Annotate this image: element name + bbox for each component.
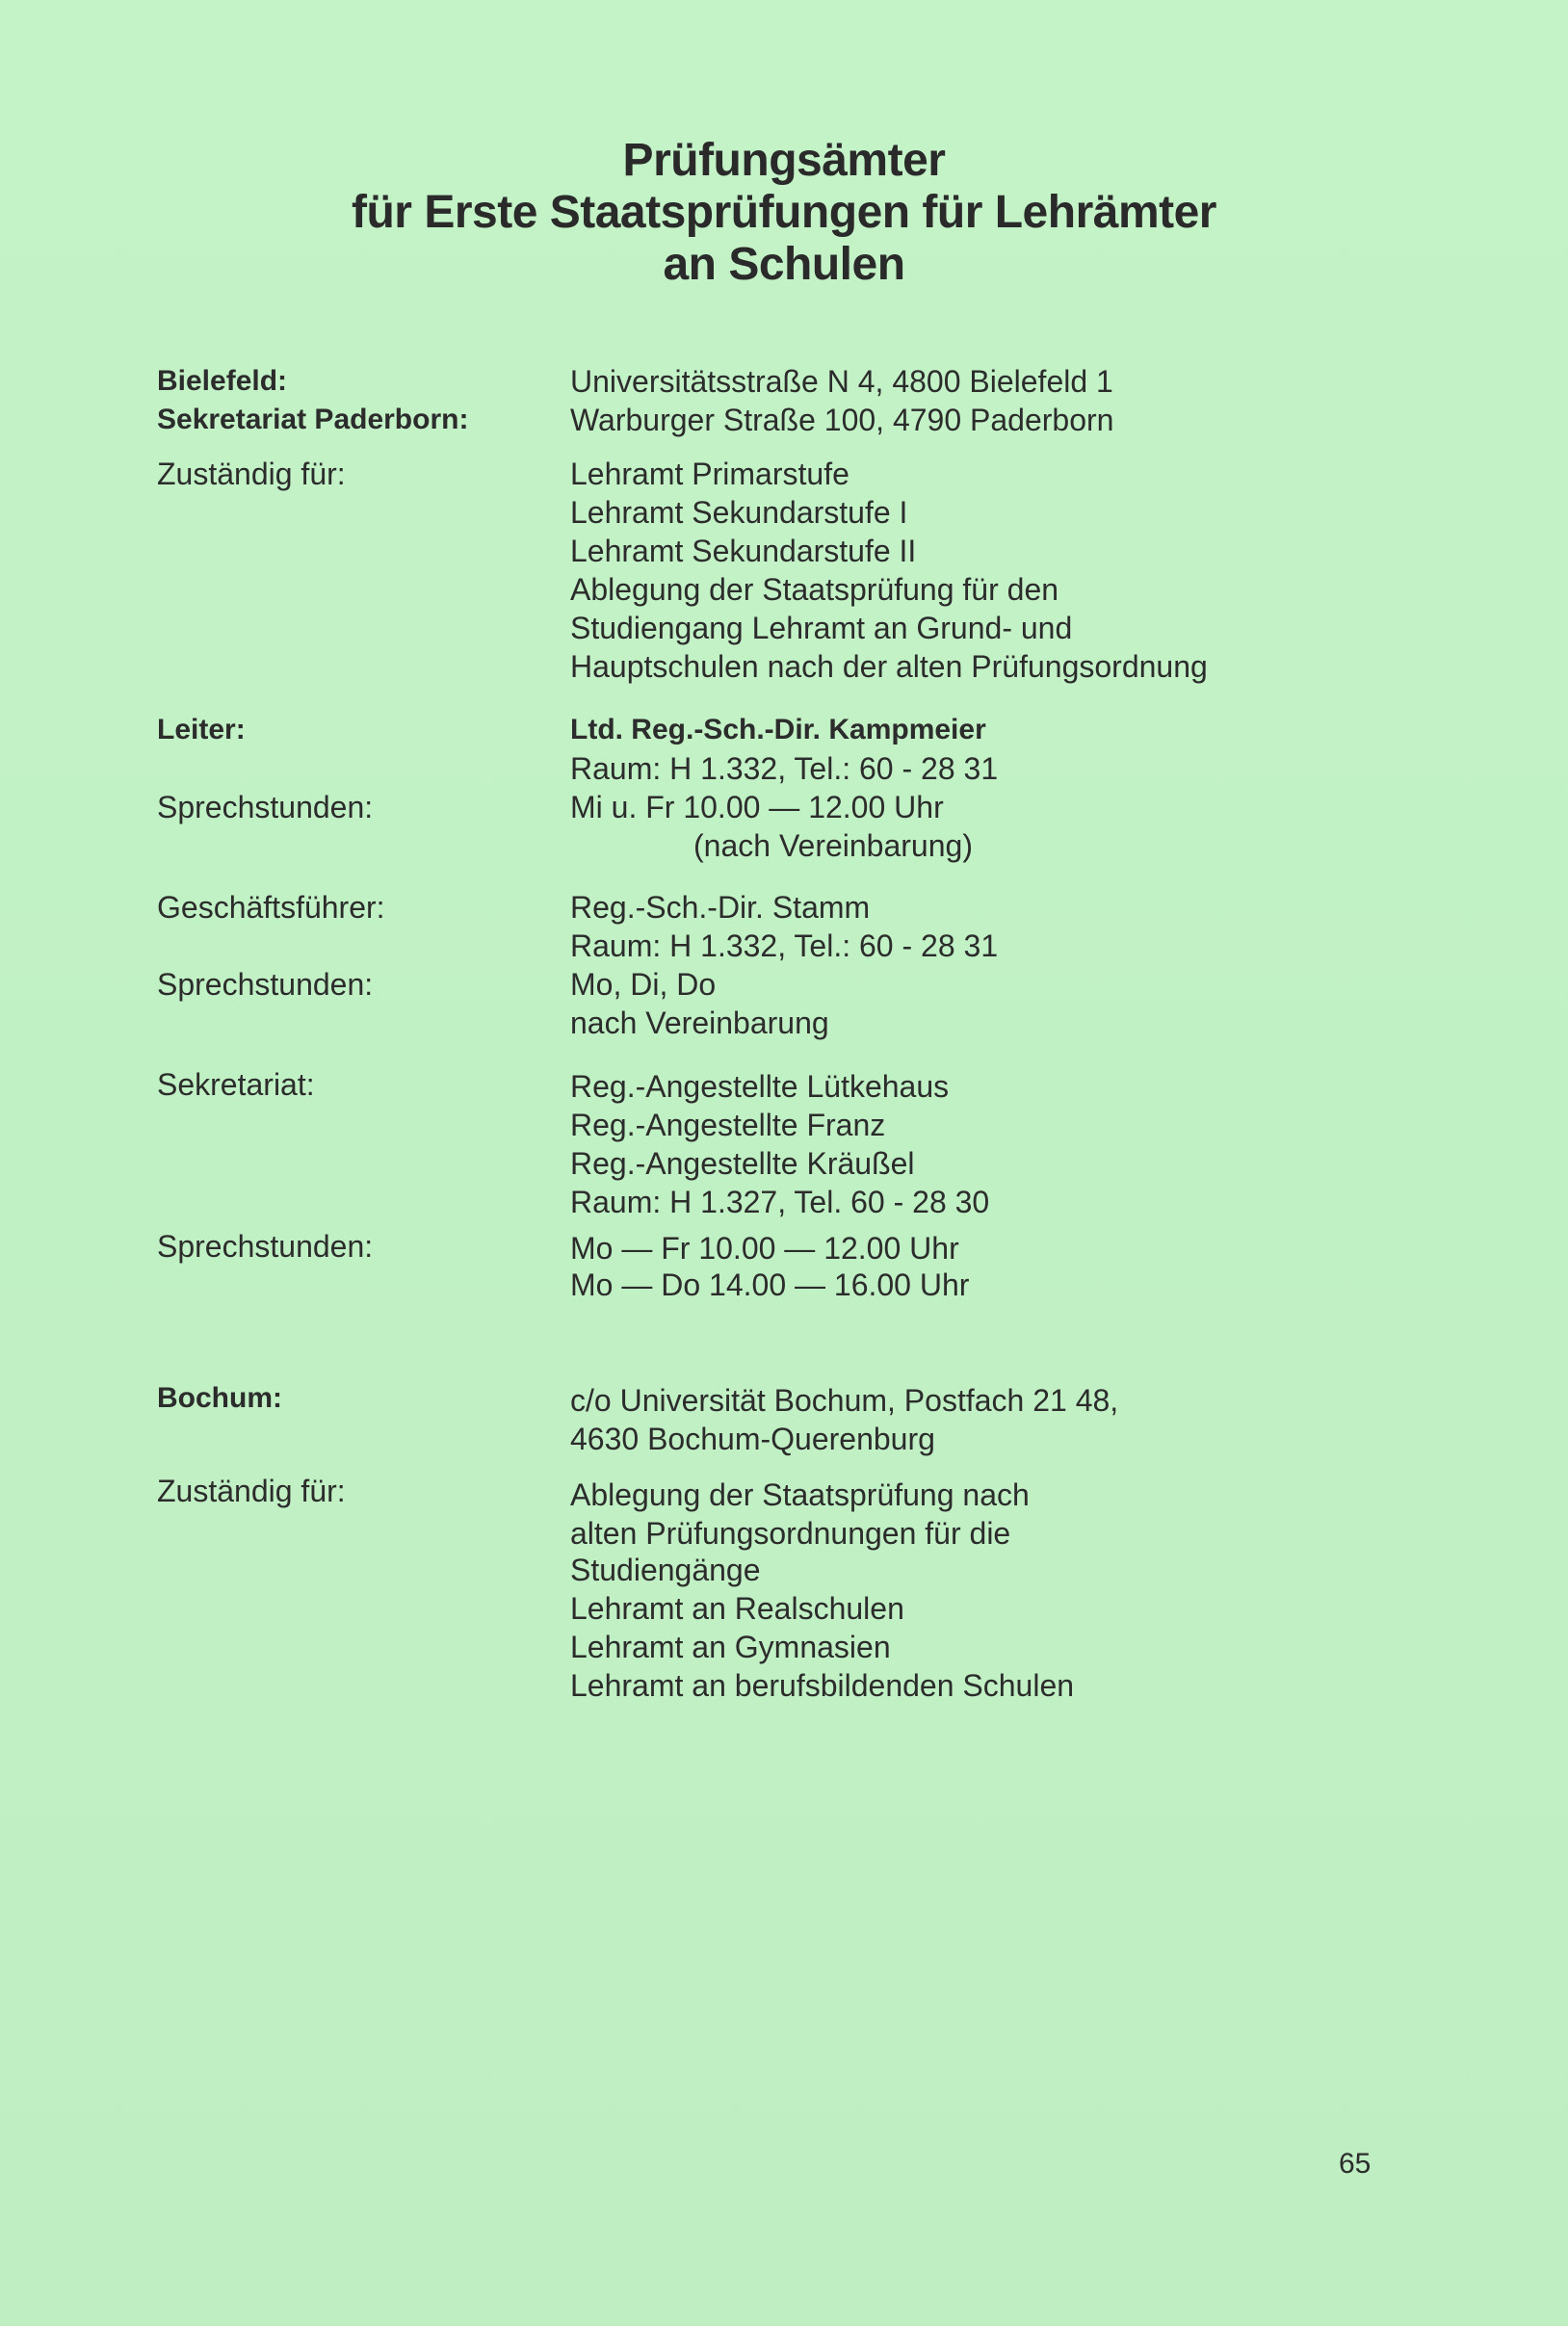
- zustaendig-line: Lehramt Primarstufe: [570, 457, 849, 491]
- leiter-sprechstunden: Mi u. Fr 10.00 — 12.00 Uhr: [570, 790, 944, 824]
- zustaendig-label: Zuständig für:: [157, 457, 346, 491]
- sekretariat-paderborn-address: Warburger Straße 100, 4790 Paderborn: [570, 403, 1114, 437]
- sekretariat-line: Reg.-Angestellte Kräußel: [570, 1146, 915, 1181]
- leiter-sprechstunden-label: Sprechstunden:: [157, 790, 374, 824]
- sek-sprechstunden-line: Mo — Fr 10.00 — 12.00 Uhr: [570, 1231, 959, 1266]
- bielefeld-address: Universitätsstraße N 4, 4800 Bielefeld 1: [570, 364, 1113, 399]
- bochum-zustaendig-line: Studiengänge: [570, 1553, 761, 1587]
- gf-sprechstunden: Mo, Di, Do: [570, 967, 717, 1002]
- sek-sprechstunden-line: Mo — Do 14.00 — 16.00 Uhr: [570, 1268, 970, 1302]
- title-line-3: an Schulen: [663, 239, 905, 290]
- zustaendig-line: Lehramt Sekundarstufe II: [570, 534, 917, 568]
- sekretariat-line: Raum: H 1.327, Tel. 60 - 28 30: [570, 1185, 990, 1219]
- bochum-address-line: 4630 Bochum-Querenburg: [570, 1422, 935, 1456]
- page-number: 65: [1339, 2148, 1372, 2180]
- bochum-address-line: c/o Universität Bochum, Postfach 21 48,: [570, 1383, 1119, 1418]
- zustaendig-line: Lehramt Sekundarstufe I: [570, 495, 908, 530]
- gf-sprechstunden-label: Sprechstunden:: [157, 967, 374, 1002]
- title-line-2: für Erste Staatsprüfungen für Lehrämter: [352, 187, 1216, 238]
- sekretariat-line: Reg.-Angestellte Franz: [570, 1108, 886, 1142]
- page-title: [0, 135, 1568, 291]
- zustaendig-line: Hauptschulen nach der alten Prüfungsordnung: [570, 649, 1208, 684]
- bielefeld-label: Bielefeld:: [157, 365, 288, 397]
- geschaeftsfuehrer-raum: Raum: H 1.332, Tel.: 60 - 28 31: [570, 928, 999, 963]
- leiter-sprechstunden-note: (nach Vereinbarung): [693, 828, 973, 863]
- leiter-name: Ltd. Reg.-Sch.-Dir. Kampmeier: [570, 714, 986, 745]
- geschaeftsfuehrer-name: Reg.-Sch.-Dir. Stamm: [570, 890, 871, 925]
- zustaendig-line: Studiengang Lehramt an Grund- und: [570, 611, 1073, 645]
- bochum-zustaendig-line: Lehramt an Realschulen: [570, 1591, 904, 1626]
- bochum-zustaendig-line: Lehramt an Gymnasien: [570, 1630, 891, 1664]
- sekretariat-paderborn-label: Sekretariat Paderborn:: [157, 404, 469, 435]
- bochum-zustaendig-line: alten Prüfungsordnungen für die: [570, 1516, 1011, 1551]
- title-line-1: Prüfungsämter: [622, 135, 946, 186]
- gf-sprechstunden-note: nach Vereinbarung: [570, 1006, 829, 1040]
- bochum-zustaendig-line: Lehramt an berufsbildenden Schulen: [570, 1668, 1075, 1703]
- leiter-label: Leiter:: [157, 714, 246, 745]
- sekretariat-label: Sekretariat:: [157, 1067, 315, 1102]
- bochum-label: Bochum:: [157, 1382, 282, 1414]
- leiter-raum: Raum: H 1.332, Tel.: 60 - 28 31: [570, 751, 999, 786]
- sekretariat-line: Reg.-Angestellte Lütkehaus: [570, 1069, 950, 1104]
- sek-sprechstunden-label: Sprechstunden:: [157, 1229, 374, 1264]
- bochum-zustaendig-line: Ablegung der Staatsprüfung nach: [570, 1477, 1030, 1512]
- geschaeftsfuehrer-label: Geschäftsführer:: [157, 890, 385, 925]
- zustaendig-line: Ablegung der Staatsprüfung für den: [570, 572, 1059, 607]
- bochum-zustaendig-label: Zuständig für:: [157, 1474, 346, 1508]
